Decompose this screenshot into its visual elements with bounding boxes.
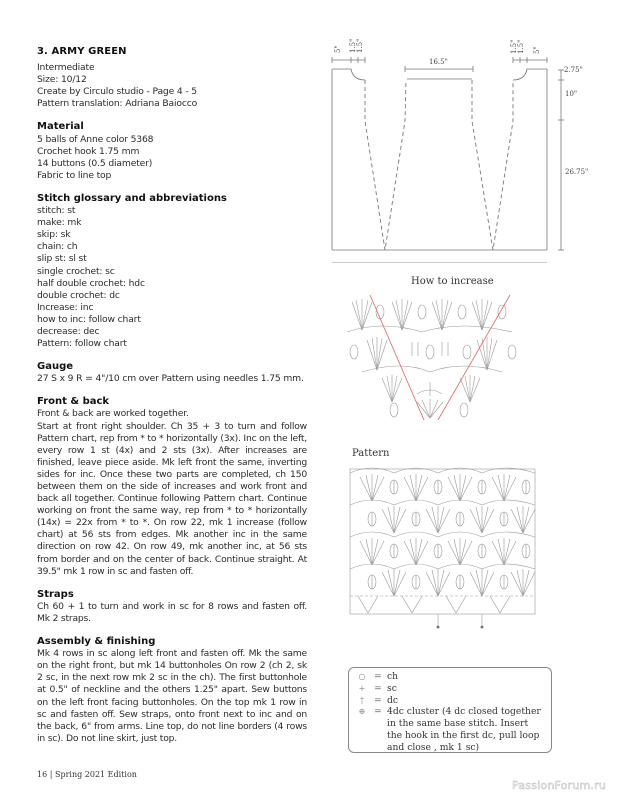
skill-level: Intermediate <box>37 62 95 74</box>
measure-top-right-1: 1.5" <box>510 39 518 54</box>
assembly-heading: Assembly & finishing <box>37 636 156 648</box>
legend-text: ch <box>387 671 399 682</box>
glossary-item: single crochet: sc <box>37 265 115 277</box>
legend-equals: = <box>374 682 382 694</box>
cluster-icon: ⊕ <box>358 707 366 717</box>
glossary-item: stitch: st <box>37 205 76 217</box>
legend-equals: = <box>374 694 382 706</box>
translation-credit: Pattern translation: Adriana Baiocco <box>37 98 198 110</box>
measure-top-center: 16.5" <box>429 58 448 66</box>
legend-equals: = <box>374 706 382 718</box>
material-item: Crochet hook 1.75 mm <box>37 145 140 157</box>
page-footer: 16 | Spring 2021 Edition <box>37 770 137 779</box>
measure-top-left-2: 1.5" <box>349 38 357 53</box>
watermark: PassionForum.ru <box>512 779 606 792</box>
size: Size: 10/12 <box>37 74 87 86</box>
measure-top-right-2: 1.5" <box>517 39 525 54</box>
legend-equals: = <box>374 671 382 682</box>
increase-chart-drawing <box>342 290 520 420</box>
measure-top-left-3: 1.5" <box>356 38 364 53</box>
legend-item-ch <box>355 671 545 683</box>
front-back-heading: Front & back <box>37 396 110 408</box>
measure-top-right-3: 5" <box>533 46 541 54</box>
repeat-marker-icon <box>481 626 484 629</box>
chain-icon: ○ <box>358 672 366 681</box>
glossary-item: half double crochet: hdc <box>37 277 145 289</box>
legend-text: dc <box>387 694 399 706</box>
material-item: Fabric to line top <box>37 169 112 181</box>
glossary-item: decrease: dec <box>37 325 100 337</box>
straps-text: Ch 60 + 1 to turn and work in sc for 8 rows and fasten off. Mk 2 straps. <box>37 600 307 624</box>
glossary-item: how to inc: follow chart <box>37 313 141 325</box>
pattern-instructions <box>37 46 307 745</box>
measure-right-2: 10" <box>565 90 578 98</box>
increase-chart-title: How to increase <box>411 276 494 287</box>
glossary-item: make: mk <box>37 217 82 229</box>
glossary-item: Pattern: follow chart <box>37 338 127 350</box>
legend-text: sc <box>387 682 397 694</box>
repeat-marker-icon <box>437 626 440 629</box>
glossary-heading: Stitch glossary and abbreviations <box>37 192 227 204</box>
legend-item-sc <box>355 683 545 695</box>
measure-right-3: 26.75" <box>565 168 589 176</box>
legend-item-dc <box>355 695 545 707</box>
straps-heading: Straps <box>37 588 74 600</box>
material-item: 5 balls of Anne color 5368 <box>37 133 154 145</box>
measure-top-left-1: 5" <box>334 45 342 53</box>
glossary-item: skip: sk <box>37 229 71 241</box>
pattern-chart-title: Pattern <box>352 448 390 459</box>
front-back-intro: Front & back are worked together. <box>37 408 189 420</box>
stitch-legend <box>348 667 552 753</box>
single-crochet-icon: + <box>358 683 366 693</box>
assembly-text: Mk 4 rows in sc along left front and fasten off. Mk the same on the right front, but mk 14 buttonholes On row 2 (ch 2, sk 2 sc, in the next row mk 2 sc in the ch). The first buttonhole at 0.5" of neckline and the others 1.25" apart. Sew buttons on the left front facing buttonholes. On the top mk 1 row in sc and fasten off. Sew straps, onto front next to inc and on the back, 6" from arms. Line top, do not line borders (4 rows in sc). Do not line skirt, just top. <box>37 648 307 744</box>
garment-schematic <box>325 38 595 263</box>
front-back-text: Start at front right shoulder. Ch 35 + 3 to turn and follow Pattern chart, rep from * to * horizontally (3x). Inc on the left, every row 1 st (4x) and 2 sts (3x). After increases are finished, leave piece aside. Mk left front the same, inverting sides for inc. Once these two parts are completed, ch 150 between them on the side of increases and work front and back all together. Continue following Pattern chart. Continue working on front the same way, rep from * to * horizontally (14x) = 22x from * to *. On row 22, mk 1 increase (follow chart) at 56 sts from edges. Mk another inc in the same direction on row 42. On row 49, mk another inc, at 56 sts from border and on the center of back. Continue straight. At 39.5" mk 1 row in sc and fasten off. <box>37 420 307 577</box>
glossary-item: double crochet: dc <box>37 289 120 301</box>
legend-item-cluster <box>355 706 545 753</box>
measure-right-1: 2.75" <box>564 66 583 74</box>
legend-text: 4dc cluster (4 dc closed together in the same base stitch. Insert the hook in the first dc, pull loop and close , mk 1 sc) <box>387 706 541 753</box>
glossary-item: Increase: inc <box>37 301 94 313</box>
gauge-text: 27 S x 9 R = 4"/10 cm over Pattern using needles 1.75 mm. <box>37 373 304 385</box>
material-heading: Material <box>37 121 84 133</box>
glossary-item: slip st: sl st <box>37 253 87 265</box>
credit: Create by Circulo studio - Page 4 - 5 <box>37 86 197 98</box>
material-item: 14 buttons (0.5 diameter) <box>37 157 153 169</box>
pattern-title: 3. ARMY GREEN <box>37 46 127 57</box>
increase-stitch-chart <box>342 290 520 420</box>
schematic-drawing <box>325 38 595 263</box>
pattern-stitch-chart <box>348 465 538 640</box>
pattern-chart-drawing <box>348 465 538 640</box>
glossary-item: chain: ch <box>37 241 78 253</box>
fan-icon <box>347 299 512 332</box>
double-crochet-icon: † <box>360 695 364 705</box>
gauge-heading: Gauge <box>37 361 74 373</box>
